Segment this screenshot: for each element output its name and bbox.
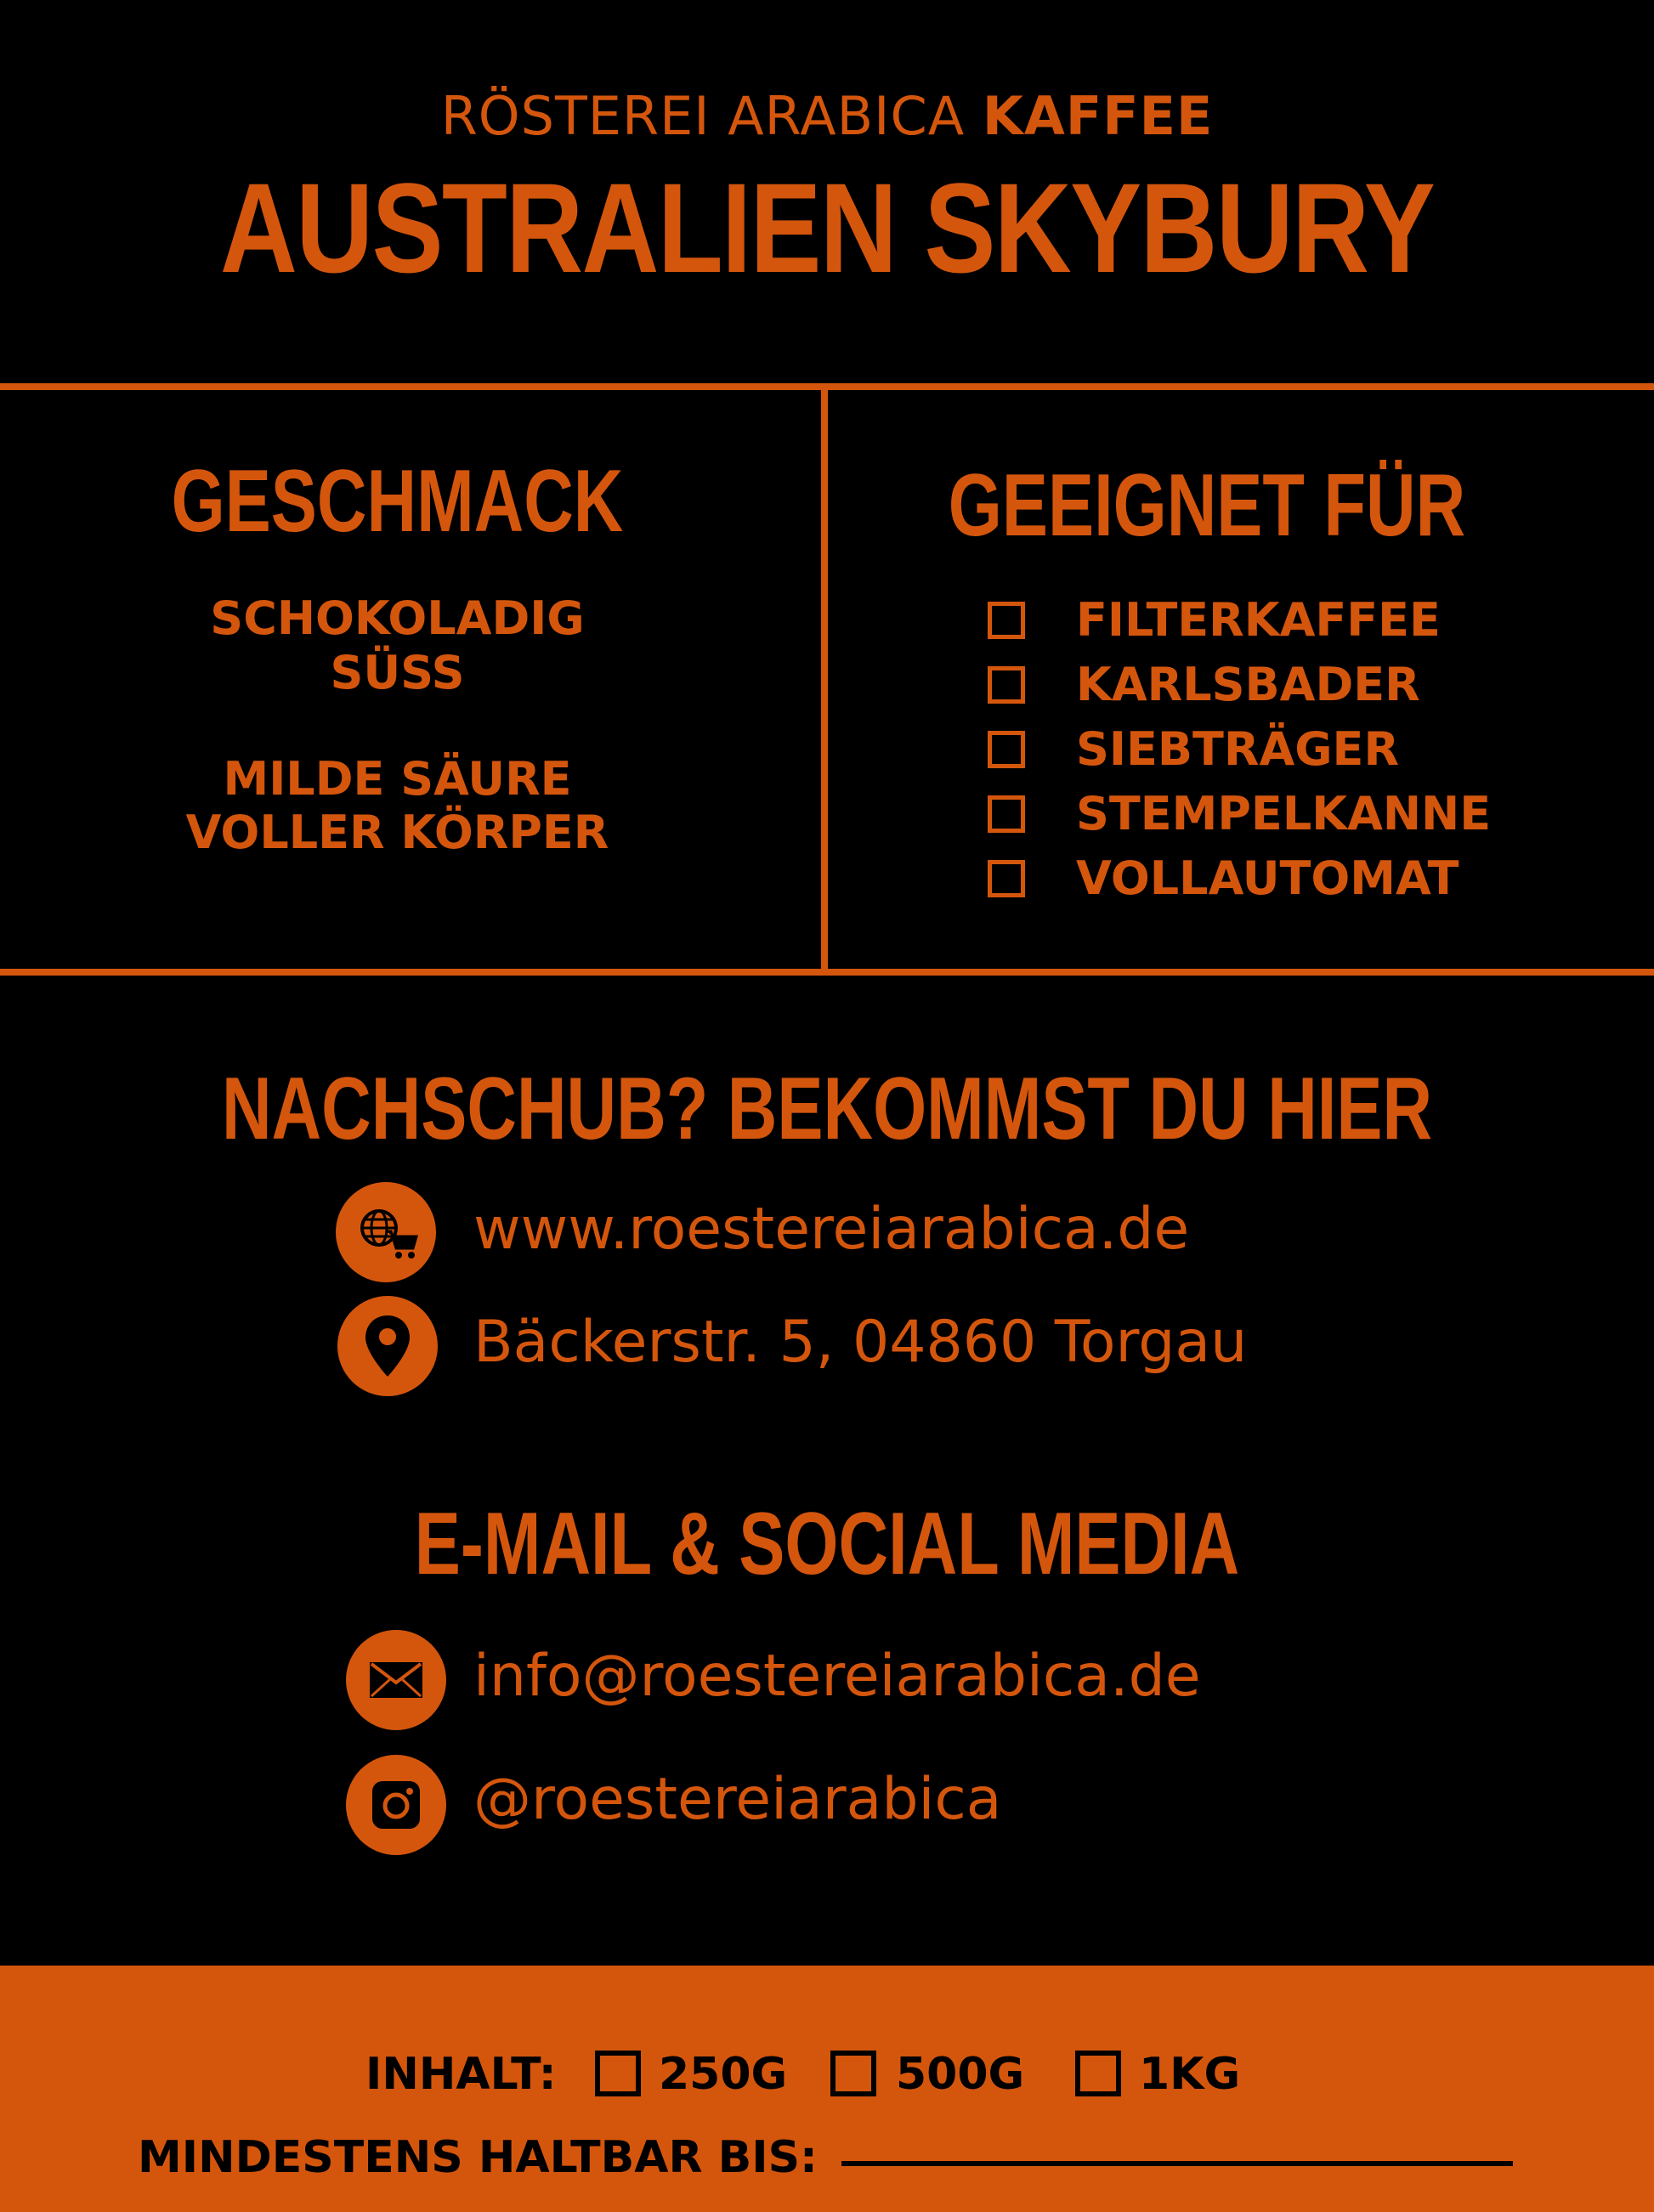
- web-shop-icon: [336, 1182, 436, 1282]
- suitable-item-stempelkanne[interactable]: [988, 787, 1492, 840]
- reorder-heading: NACHSCHUB? BEKOMMST DU HIER: [221, 1060, 1433, 1158]
- size-500g-checkbox[interactable]: [830, 2051, 876, 2096]
- divider-middle: [0, 969, 1654, 976]
- size-1kg-label: 1KG: [1139, 2049, 1241, 2100]
- checkbox[interactable]: [988, 795, 1025, 833]
- suitable-label: FILTERKAFFEE: [1076, 593, 1441, 647]
- suitable-label: SIEBTRÄGER: [1076, 722, 1400, 776]
- size-500g-label: 500G: [896, 2049, 1025, 2100]
- social-heading: E-MAIL & SOCIAL MEDIA: [414, 1495, 1240, 1593]
- best-before-label: MINDESTENS HALTBAR BIS:: [138, 2132, 818, 2183]
- divider-vertical: [821, 390, 828, 970]
- checkbox[interactable]: [988, 731, 1025, 768]
- email-link[interactable]: info@roestereiarabica.de: [473, 1643, 1201, 1710]
- email-icon: [346, 1630, 446, 1730]
- product-title: AUSTRALIEN SKYBURY: [219, 156, 1435, 299]
- brand-line: [0, 85, 1654, 147]
- checkbox[interactable]: [988, 860, 1025, 897]
- location-pin-icon: [337, 1296, 438, 1396]
- suitable-heading: GEEIGNET FÜR: [948, 456, 1466, 555]
- size-1kg-checkbox[interactable]: [1075, 2051, 1121, 2096]
- size-250g-checkbox[interactable]: [595, 2051, 641, 2096]
- content-label: INHALT:: [365, 2049, 557, 2100]
- checkbox[interactable]: [988, 602, 1025, 639]
- taste-note-2: SÜSS: [330, 646, 465, 699]
- suitable-item-siebtraeger[interactable]: [988, 722, 1400, 776]
- taste-heading: GESCHMACK: [171, 452, 624, 551]
- taste-note-1: SCHOKOLADIG: [210, 591, 585, 645]
- address-text: Bäckerstr. 5, 04860 Torgau: [473, 1309, 1248, 1376]
- suitable-item-vollautomat[interactable]: [988, 851, 1459, 905]
- website-link[interactable]: www.roestereiarabica.de: [473, 1196, 1190, 1263]
- divider-top: [0, 383, 1654, 390]
- footer: [0, 1966, 1654, 2212]
- suitable-item-filterkaffee[interactable]: [988, 593, 1441, 647]
- instagram-icon: [346, 1755, 446, 1855]
- size-250g-label: 250G: [659, 2049, 788, 2100]
- taste-note-4: VOLLER KÖRPER: [185, 806, 609, 859]
- taste-note-3: MILDE SÄURE: [223, 752, 572, 806]
- suitable-label: STEMPELKANNE: [1076, 787, 1492, 840]
- instagram-handle[interactable]: @roestereiarabica: [473, 1766, 1002, 1833]
- suitable-label: VOLLAUTOMAT: [1076, 851, 1459, 905]
- best-before-field[interactable]: [841, 2161, 1513, 2166]
- suitable-label: KARLSBADER: [1076, 658, 1420, 711]
- checkbox[interactable]: [988, 666, 1025, 704]
- brand-suffix: KAFFEE: [982, 85, 1214, 147]
- brand-name: RÖSTEREI ARABICA: [440, 85, 983, 147]
- suitable-item-karlsbader[interactable]: [988, 658, 1420, 711]
